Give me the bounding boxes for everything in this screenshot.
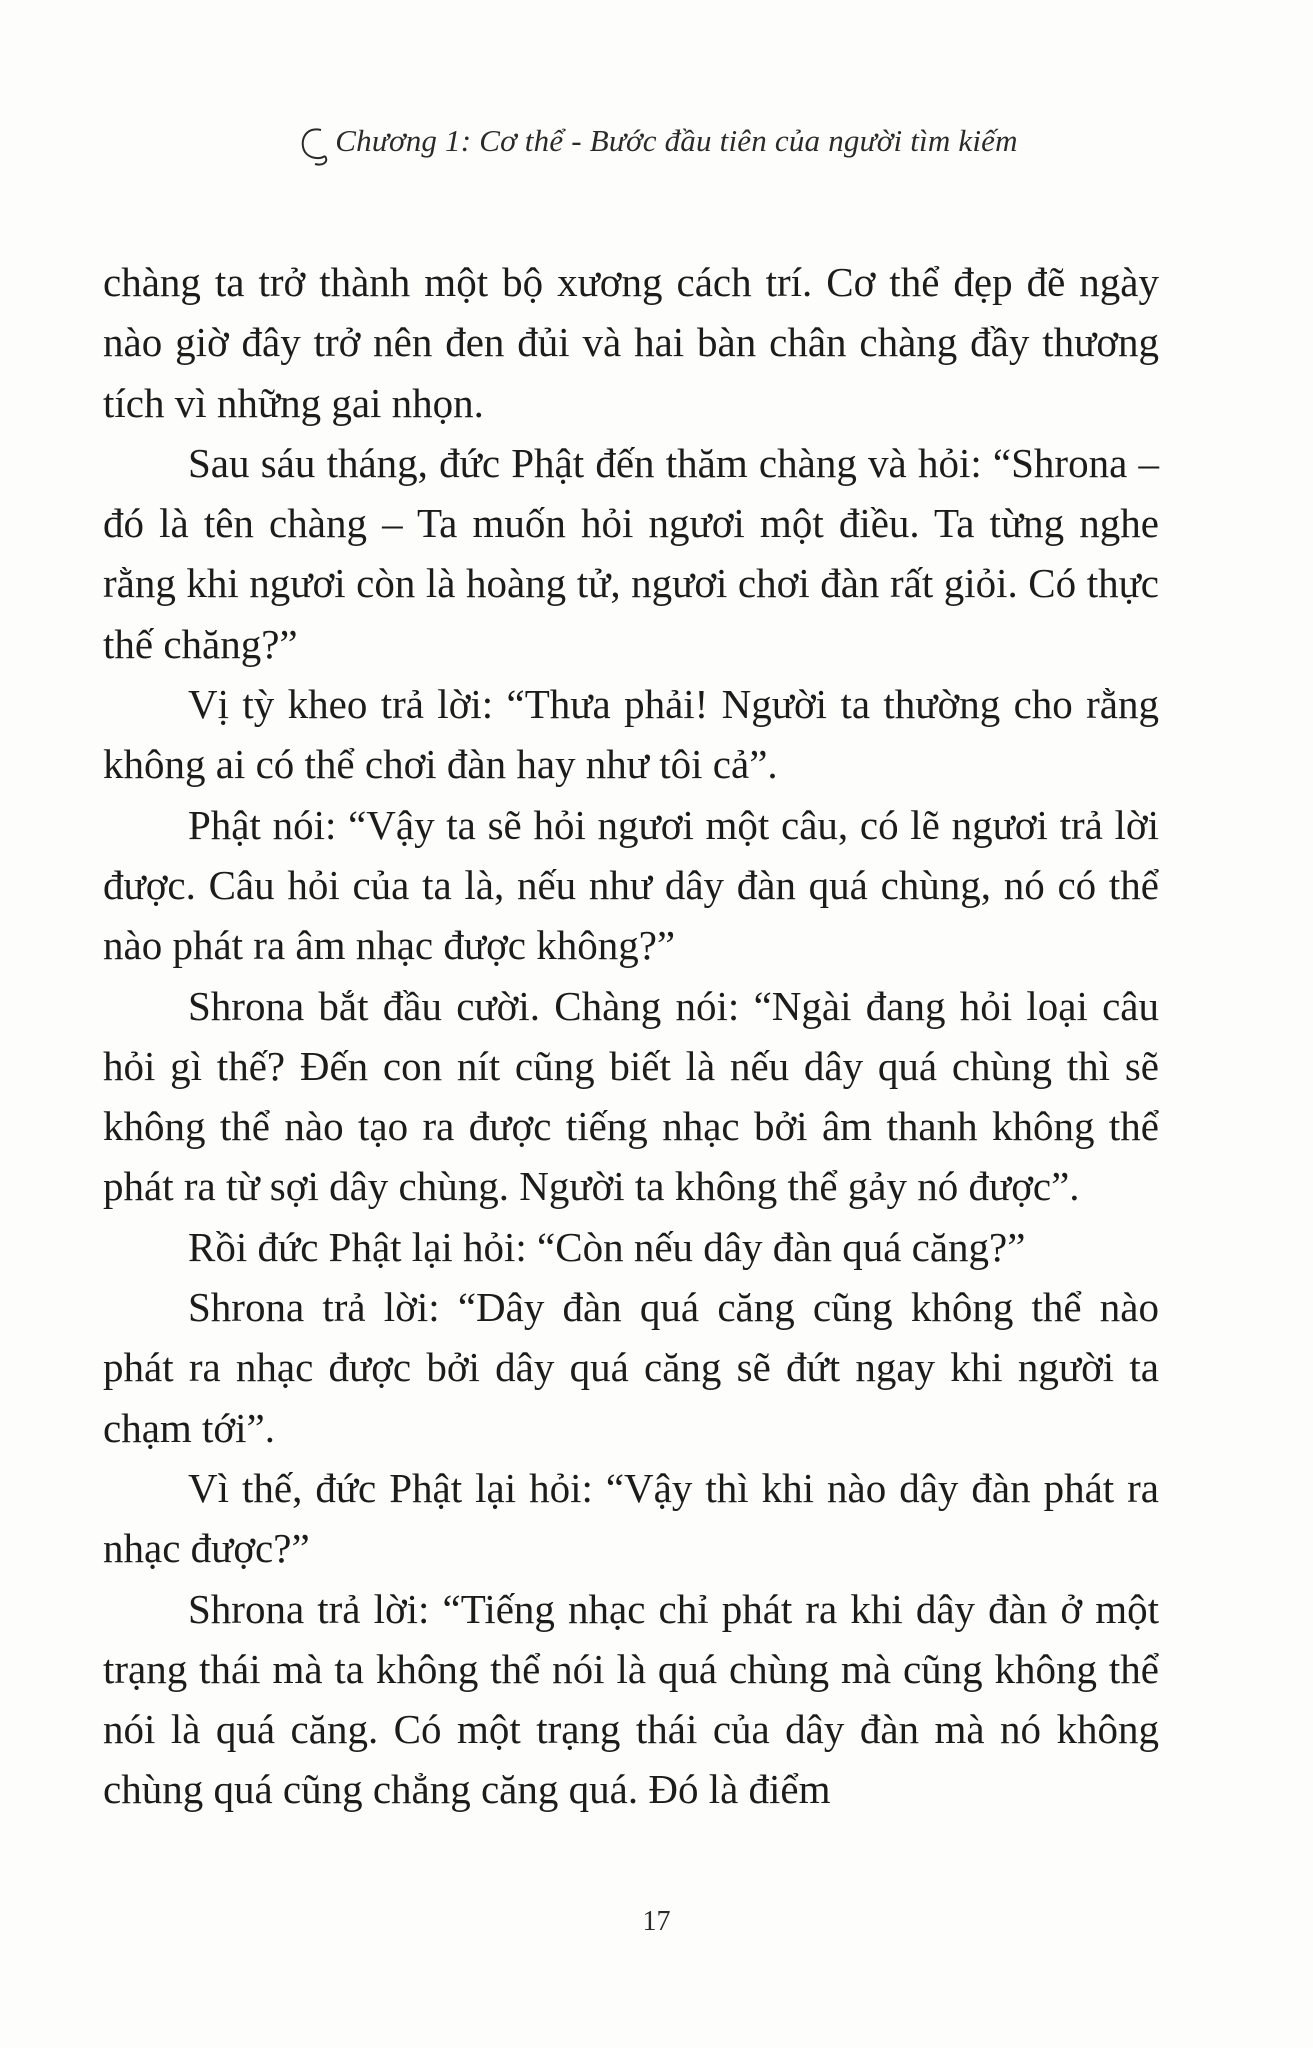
paragraph: Shrona trả lời: “Tiếng nhạc chỉ phát ra khi dây đàn ở một trạng thái mà ta không thể nói là quá chùng mà cũng không thể nói là quá căng. Có một trạng thái của dây đàn mà nó không chùng quá cũng chẳng căng quá. Đó là điểm — [103, 1585, 1159, 1813]
paragraph: chàng ta trở thành một bộ xương cách trí. Cơ thể đẹp đẽ ngày nào giờ đây trở nên đen đủi và hai bàn chân chàng đầy thương tích vì những gai nhọn. — [103, 259, 1159, 426]
running-header — [0, 122, 1313, 166]
paragraph: Sau sáu tháng, đức Phật đến thăm chàng và hỏi: “Shrona – đó là tên chàng – Ta muốn hỏi ngươi một điều. Ta từng nghe rằng khi ngươi còn là hoàng tử, ngươi chơi đàn rất giỏi. Có thực thế chăng?” — [103, 439, 1159, 667]
paragraph: Vị tỳ kheo trả lời: “Thưa phải! Người ta thường cho rằng không ai có thể chơi đàn hay như tôi cả”. — [103, 681, 1159, 788]
flourish-ornament-icon — [295, 122, 331, 166]
paragraph: Shrona bắt đầu cười. Chàng nói: “Ngài đang hỏi loại câu hỏi gì thế? Đến con nít cũng biết là nếu dây quá chùng thì sẽ không thể nào tạo ra được tiếng nhạc bởi âm thanh không thể phát ra từ sợi dây chùng. Người ta không thể gảy nó được”. — [103, 982, 1159, 1210]
body-text — [103, 252, 1159, 1820]
paragraph: Rồi đức Phật lại hỏi: “Còn nếu dây đàn quá căng?” — [188, 1223, 1026, 1270]
paragraph: Shrona trả lời: “Dây đàn quá căng cũng không thể nào phát ra nhạc được bởi dây quá căng sẽ đứt ngay khi người ta chạm tới”. — [103, 1284, 1159, 1451]
paragraph: Phật nói: “Vậy ta sẽ hỏi ngươi một câu, có lẽ ngươi trả lời được. Câu hỏi của ta là, nếu như dây đàn quá chùng, nó có thể nào phát ra âm nhạc được không?” — [103, 801, 1159, 969]
paragraph: Vì thế, đức Phật lại hỏi: “Vậy thì khi nào dây đàn phát ra nhạc được?” — [103, 1464, 1159, 1572]
page-number: 17 — [642, 1906, 671, 1937]
chapter-title: Chương 1: Cơ thể - Bước đầu tiên của người tìm kiếm — [335, 123, 1018, 159]
